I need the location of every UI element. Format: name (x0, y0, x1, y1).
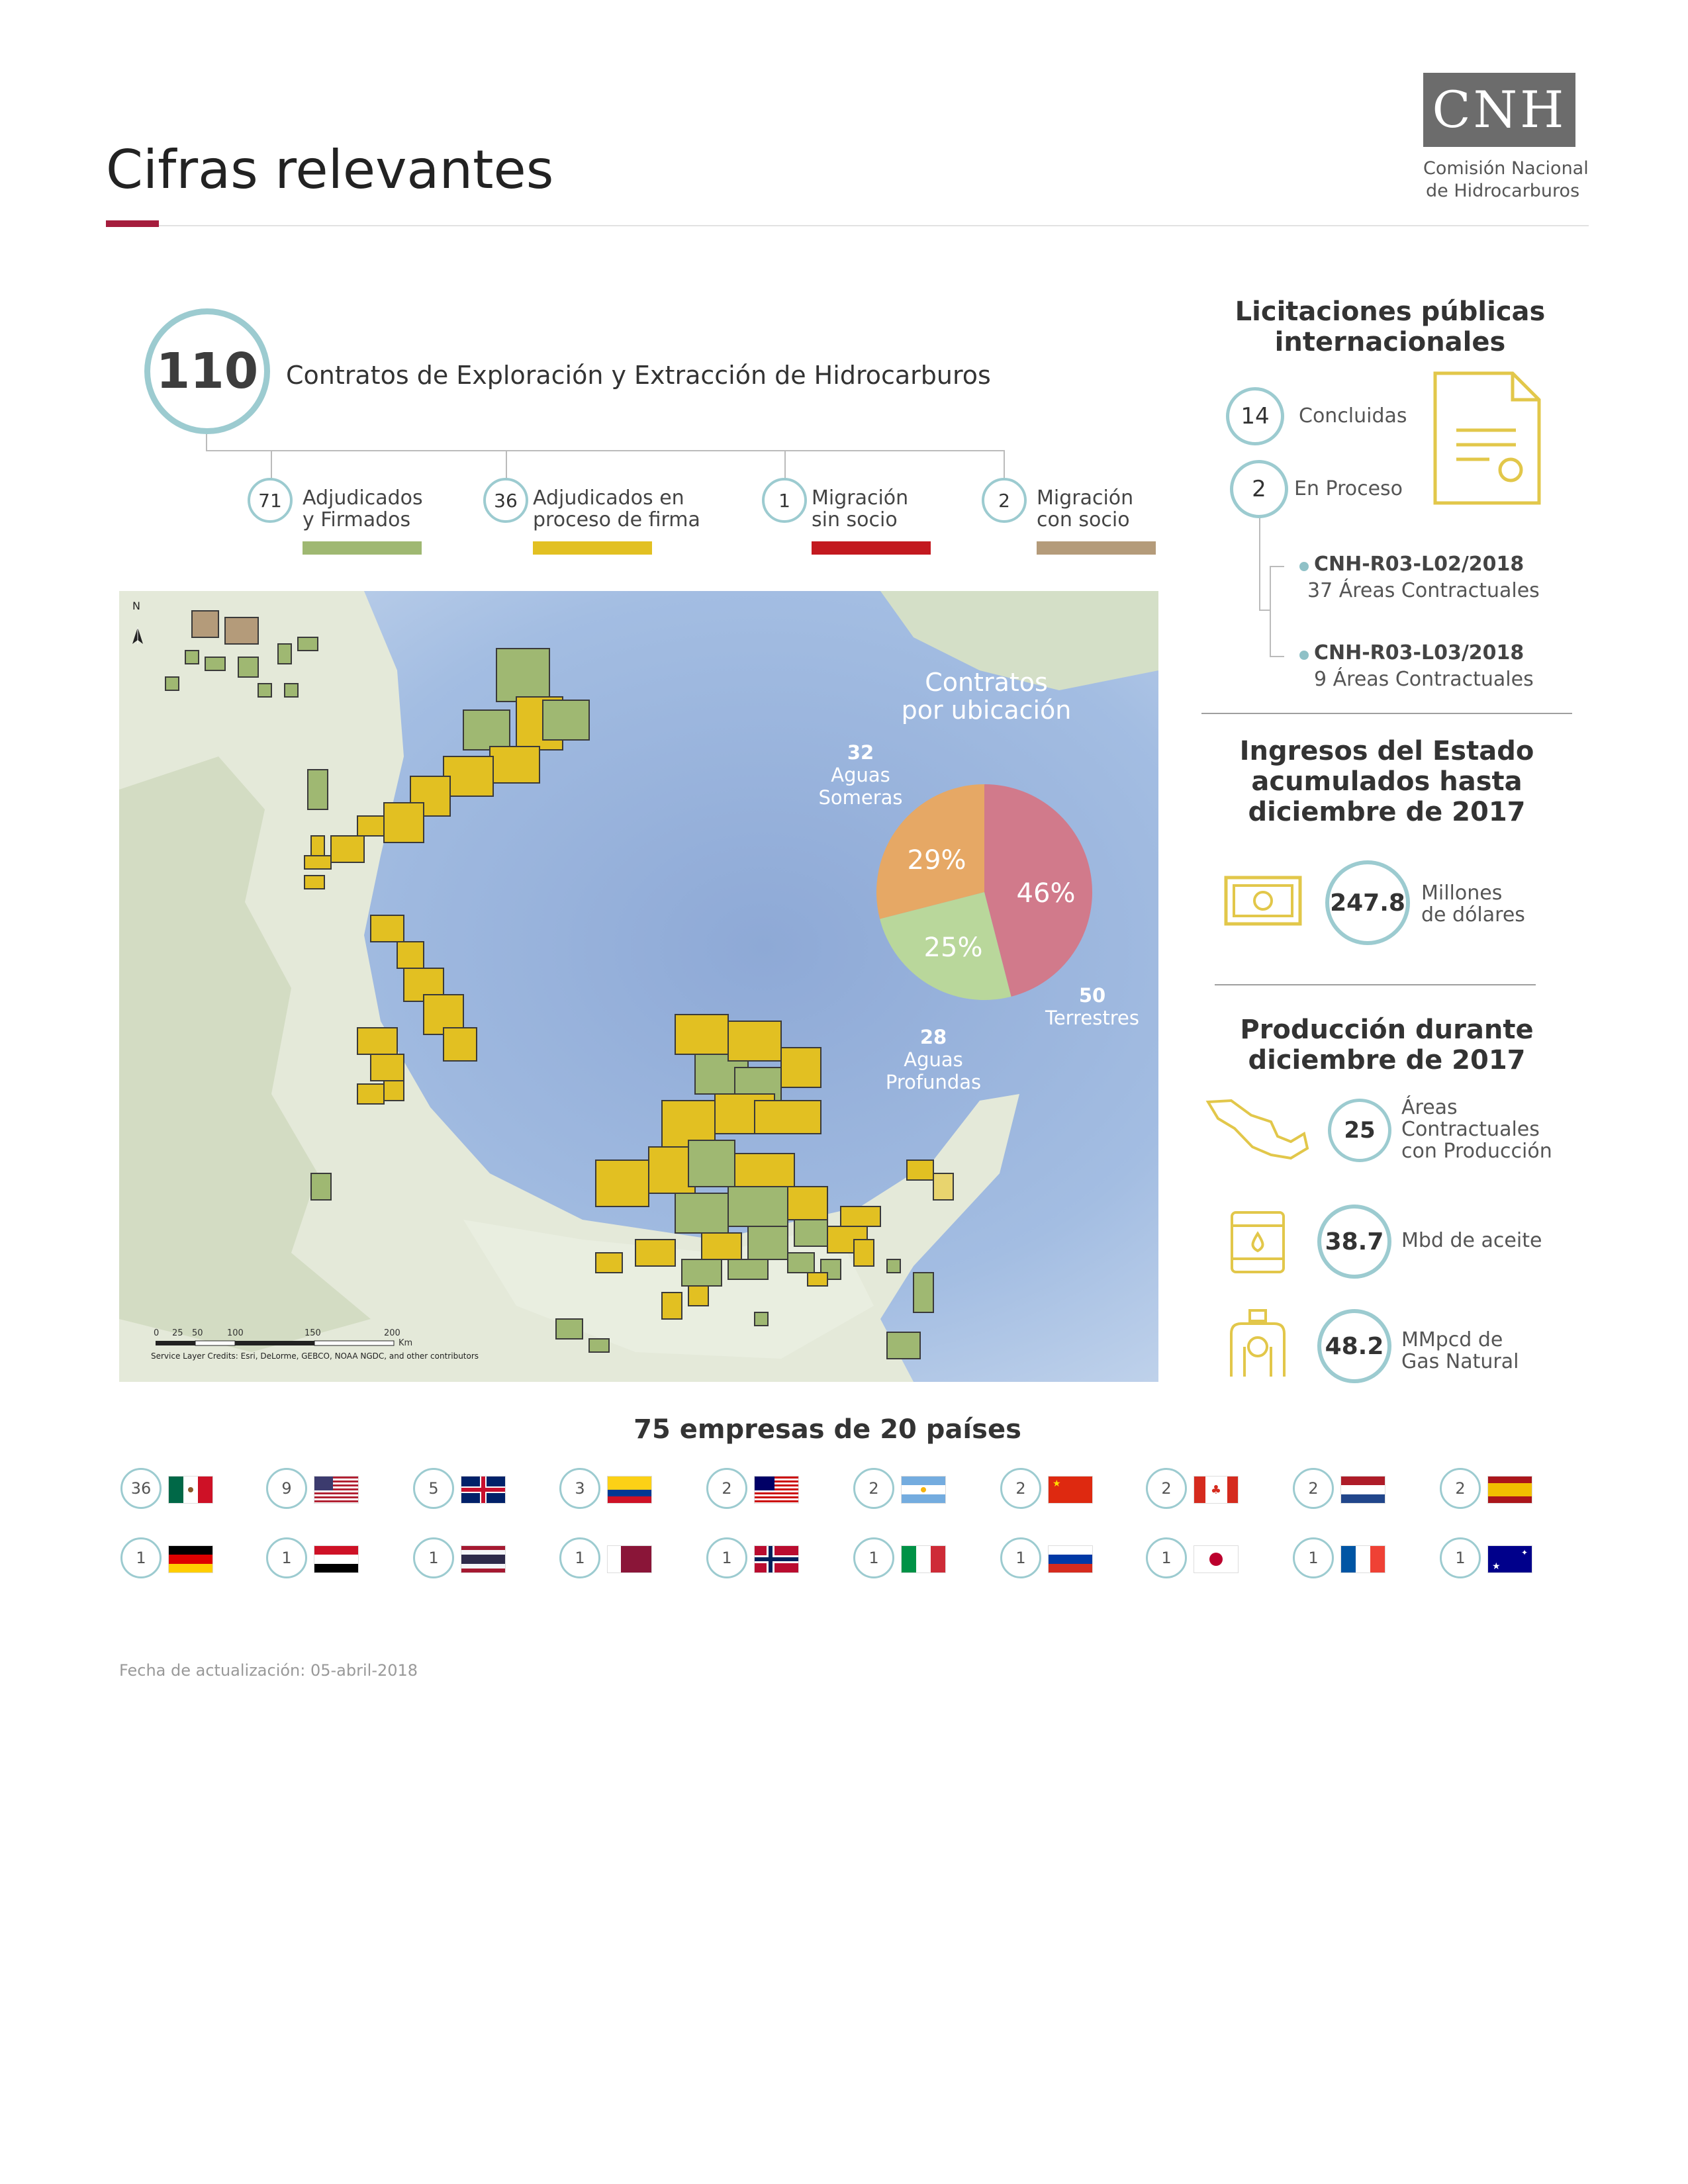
flag-stripe (1370, 1546, 1385, 1572)
pie-label-count: 28 (919, 1026, 947, 1048)
flag-stripe (169, 1555, 212, 1564)
company-count: 1 (120, 1537, 162, 1578)
ingresos-title-line1: Ingresos del Estado (1239, 736, 1534, 766)
company-count: 36 (120, 1468, 162, 1509)
page-title: Cifras relevantes (106, 139, 554, 201)
category-migracion-con-socio-label (1037, 487, 1133, 531)
ingresos-unit-line2: de dólares (1421, 903, 1525, 927)
flag-stripe (314, 1477, 358, 1503)
flag-stripe (608, 1490, 651, 1496)
gas-valve-icon (1225, 1307, 1291, 1380)
norway-flag-icon (754, 1545, 799, 1573)
company-count: 1 (1440, 1537, 1481, 1578)
pie-title-line2: por ubicación (901, 696, 1072, 725)
category-proceso-firma-swatch (533, 541, 652, 555)
round2-areas: 9 Áreas Contractuales (1314, 668, 1534, 691)
russia-flag-icon (1048, 1545, 1093, 1573)
category-count-value: 2 (998, 489, 1010, 512)
licitaciones-title (1211, 296, 1569, 357)
usa-flag-icon (314, 1476, 359, 1504)
flag-stripe (902, 1494, 945, 1503)
category-label-line2: proceso de firma (533, 508, 700, 531)
argentina-flag-icon (901, 1476, 946, 1504)
flag-stripe (314, 1564, 358, 1572)
title-accent-bar (106, 220, 159, 227)
flag-stripe (769, 1546, 773, 1572)
flag-stripe: ✦ (1521, 1548, 1528, 1557)
produccion-title-line2: diciembre de 2017 (1248, 1045, 1526, 1075)
gas-production-line2: Gas Natural (1401, 1350, 1519, 1373)
flag-stripe (198, 1477, 212, 1503)
scale-tick: 25 (172, 1328, 183, 1338)
flag-stripe (1341, 1546, 1385, 1572)
country-item-germany (120, 1537, 259, 1584)
concluded-count-circle (1226, 387, 1284, 445)
category-count-value: 1 (778, 489, 790, 512)
scale-tick: 50 (192, 1328, 203, 1338)
pie-label-line2: Profundas (885, 1071, 982, 1093)
ingresos-unit (1421, 882, 1525, 926)
areas-produccion-line2: Contractuales (1401, 1118, 1540, 1141)
flag-stripe (1488, 1496, 1532, 1503)
gas-production-circle (1317, 1309, 1391, 1383)
category-migracion-sin-socio-label (812, 487, 908, 531)
thailand-flag-icon (461, 1545, 506, 1573)
flag-stripe (1049, 1555, 1092, 1564)
category-adjudicados-swatch (303, 541, 422, 555)
tree-branch-2 (506, 450, 507, 479)
produccion-title (1201, 1015, 1572, 1075)
country-item-australia (1440, 1537, 1579, 1584)
category-migracion-sin-socio-swatch (812, 541, 931, 555)
flag-stripe (461, 1477, 505, 1503)
section-divider (1201, 713, 1572, 714)
gas-production-line1: MMpcd de (1401, 1328, 1503, 1351)
germany-flag-icon (168, 1545, 213, 1573)
round2-tick (1270, 656, 1284, 657)
areas-produccion-label (1401, 1097, 1552, 1162)
scale-unit: Km (399, 1338, 413, 1348)
flag-stripe (314, 1546, 358, 1555)
category-migracion-sin-socio-count (762, 478, 807, 523)
category-label-line2: y Firmados (303, 508, 411, 531)
tree-branch-3 (784, 450, 786, 479)
malaysia-flag-icon (754, 1476, 799, 1504)
round2-code: CNH-R03-L03/2018 (1314, 641, 1524, 664)
japan-flag-icon (1194, 1545, 1239, 1573)
category-label-line1: Adjudicados (303, 486, 423, 510)
country-item-netherlands (1293, 1468, 1432, 1514)
australia-flag-icon (1487, 1545, 1532, 1573)
canada-flag-icon (1194, 1476, 1239, 1504)
scale-tick: 200 (384, 1328, 400, 1338)
category-proceso-firma-label (533, 487, 700, 531)
flag-stripe (461, 1550, 505, 1555)
flag-stripe (1356, 1546, 1370, 1572)
qatar-flag-icon (607, 1545, 652, 1573)
org-name (1423, 158, 1589, 203)
company-count: 1 (706, 1537, 747, 1578)
flag-stripe (1049, 1546, 1092, 1555)
round1-tick (1270, 566, 1284, 567)
licitaciones-title-line1: Licitaciones públicas (1235, 296, 1546, 327)
contracts-total-circle (144, 308, 270, 434)
oil-production-label: Mbd de aceite (1401, 1229, 1542, 1252)
money-icon (1223, 875, 1303, 928)
company-count: 3 (559, 1468, 600, 1509)
netherlands-flag-icon (1340, 1476, 1385, 1504)
flag-stripe (902, 1546, 916, 1572)
round1-connector (1270, 566, 1271, 610)
flag-stripe (1227, 1477, 1239, 1503)
flag-stripe: ♣ (1205, 1477, 1227, 1503)
flag-stripe (1209, 1553, 1223, 1566)
category-label-line1: Migración (1037, 486, 1134, 510)
flag-stripe (755, 1477, 774, 1490)
country-item-canada (1146, 1468, 1285, 1514)
country-item-colombia (559, 1468, 698, 1514)
category-label-line1: Adjudicados en (533, 486, 684, 510)
country-item-uk (413, 1468, 552, 1514)
concluded-count: 14 (1241, 403, 1270, 430)
country-item-mexico (120, 1468, 259, 1514)
tree-branch-4 (1004, 450, 1005, 479)
category-label-line1: Migración (812, 486, 909, 510)
contracts-total-value: 110 (156, 343, 259, 400)
round1-code: CNH-R03-L02/2018 (1314, 553, 1524, 576)
cnh-logo: CNH (1423, 73, 1575, 147)
tree-stem (206, 434, 207, 451)
contracts-total-label: Contratos de Exploración y Extracción de Hidrocarburos (286, 361, 991, 390)
spain-flag-icon (1487, 1476, 1532, 1504)
flag-stripe (188, 1487, 193, 1492)
map-credits: Service Layer Credits: Esri, DeLorme, GEBCO, NOAA NGDC, and other contributors (151, 1351, 479, 1361)
flag-stripe (183, 1477, 198, 1503)
oil-production-value: 38.7 (1325, 1228, 1384, 1255)
pie-pct-terrestres: 46% (1016, 878, 1076, 909)
category-adjudicados-count (248, 478, 293, 523)
scale-tick: 150 (305, 1328, 321, 1338)
country-item-france (1293, 1537, 1432, 1584)
flag-stripe (902, 1477, 945, 1485)
ingresos-title-line3: diciembre de 2017 (1248, 797, 1526, 827)
country-item-spain (1440, 1468, 1579, 1514)
category-migracion-con-socio-count (982, 478, 1027, 523)
category-label-line2: sin socio (812, 508, 898, 531)
round2-dot (1299, 651, 1309, 660)
flag-stripe (608, 1546, 621, 1572)
flag-stripe (755, 1546, 798, 1572)
in-process-label: En Proceso (1294, 477, 1403, 500)
flag-stripe (1341, 1494, 1385, 1503)
areas-produccion-circle (1328, 1099, 1391, 1162)
pie-title (874, 668, 1099, 724)
pie-label-profundas (874, 1026, 993, 1093)
flag-stripe (1194, 1546, 1238, 1572)
flag-stripe (1194, 1477, 1205, 1503)
gas-production-label (1401, 1329, 1519, 1373)
country-item-usa (266, 1468, 405, 1514)
flag-stripe (461, 1564, 505, 1569)
pie-label-terrestres (1033, 984, 1152, 1029)
company-count: 1 (1146, 1537, 1187, 1578)
category-adjudicados-label (303, 487, 423, 531)
in-process-count: 2 (1252, 476, 1266, 502)
flag-stripe: ★ (1492, 1561, 1501, 1572)
company-count: 9 (266, 1468, 307, 1509)
flag-stripe (608, 1477, 651, 1490)
flag-stripe: ★ (1053, 1479, 1061, 1489)
category-count-value: 71 (258, 489, 282, 512)
north-label: N (132, 600, 140, 612)
company-count: 2 (1146, 1468, 1187, 1509)
flag-stripe (314, 1477, 333, 1490)
company-count: 1 (266, 1537, 307, 1578)
country-item-egypt (266, 1537, 405, 1584)
flag-stripe (314, 1555, 358, 1564)
round1-areas: 37 Áreas Contractuales (1307, 579, 1540, 602)
country-item-argentina (853, 1468, 992, 1514)
flag-stripe (755, 1477, 798, 1503)
flag-stripe (461, 1569, 505, 1572)
flag-stripe (902, 1485, 945, 1494)
flag-stripe (608, 1546, 651, 1572)
company-count: 2 (1000, 1468, 1041, 1509)
ingresos-value: 247.8 (1330, 889, 1405, 917)
flag-stripe (169, 1564, 212, 1572)
ingresos-title (1201, 736, 1572, 827)
france-flag-icon (1340, 1545, 1385, 1573)
rounds-connector-v (1259, 518, 1260, 611)
company-count: 5 (413, 1468, 454, 1509)
uk-flag-icon (461, 1476, 506, 1504)
flag-stripe (1341, 1546, 1356, 1572)
pie-label-line1: Aguas (831, 764, 890, 786)
flag-stripe (1488, 1546, 1532, 1572)
document-icon (1430, 371, 1542, 506)
flag-stripe (1488, 1483, 1532, 1496)
colombia-flag-icon (607, 1476, 652, 1504)
oil-barrel-icon (1228, 1210, 1288, 1276)
flag-stripe (1049, 1477, 1092, 1503)
header-divider (159, 225, 1589, 226)
flag-stripe (1194, 1477, 1238, 1503)
round2-connector (1270, 611, 1271, 657)
ingresos-unit-line1: Millones (1421, 882, 1503, 905)
company-count: 1 (1000, 1537, 1041, 1578)
mexico-flag-icon (168, 1476, 213, 1504)
licitaciones-title-line2: internacionales (1274, 327, 1506, 357)
flag-stripe (931, 1546, 945, 1572)
tree-horizontal (206, 450, 1005, 451)
concluded-label: Concluidas (1299, 404, 1407, 428)
areas-produccion-line1: Áreas (1401, 1096, 1458, 1119)
category-proceso-firma-count (483, 478, 528, 523)
flag-stripe (1341, 1477, 1385, 1485)
section-divider (1215, 984, 1536, 985)
company-count: 2 (706, 1468, 747, 1509)
pie-label-someras (801, 741, 920, 809)
country-item-norway (706, 1537, 845, 1584)
org-name-line2: de Hidrocarburos (1426, 181, 1580, 201)
pie-label-count: 32 (847, 741, 874, 764)
flag-stripe (916, 1546, 931, 1572)
flag-stripe (1049, 1564, 1092, 1572)
company-count: 2 (1293, 1468, 1334, 1509)
country-item-italy (853, 1537, 992, 1584)
flag-stripe (755, 1557, 798, 1561)
company-count: 1 (853, 1537, 894, 1578)
flag-stripe (169, 1546, 212, 1555)
flag-stripe (608, 1496, 651, 1503)
areas-produccion-value: 25 (1344, 1117, 1376, 1144)
pie-label-line1: Terrestres (1045, 1007, 1139, 1029)
in-process-count-circle (1230, 460, 1288, 518)
category-count-value: 36 (494, 489, 518, 512)
scale-tick: 0 (154, 1328, 160, 1338)
country-item-russia (1000, 1537, 1139, 1584)
country-item-china (1000, 1468, 1139, 1514)
country-item-qatar (559, 1537, 698, 1584)
flag-stripe (461, 1555, 505, 1564)
flag-stripe (921, 1487, 926, 1492)
company-count: 2 (1440, 1468, 1481, 1509)
country-item-malaysia (706, 1468, 845, 1514)
ingresos-value-circle (1325, 860, 1410, 945)
areas-produccion-line3: con Producción (1401, 1140, 1552, 1163)
country-item-japan (1146, 1537, 1285, 1584)
tree-branch-1 (271, 450, 272, 479)
pie-pct-profundas: 25% (923, 933, 983, 963)
gas-production-value: 48.2 (1325, 1332, 1384, 1360)
category-label-line2: con socio (1037, 508, 1130, 531)
ingresos-title-line2: acumulados hasta (1251, 766, 1523, 797)
scale-tick: 100 (227, 1328, 244, 1338)
flag-stripe (169, 1477, 212, 1503)
pie-title-line1: Contratos (925, 668, 1048, 697)
companies-title: 75 empresas de 20 países (633, 1414, 1021, 1445)
flag-stripe (1341, 1485, 1385, 1494)
flag-stripe (169, 1477, 183, 1503)
flag-stripe (902, 1546, 945, 1572)
china-flag-icon (1048, 1476, 1093, 1504)
company-count: 2 (853, 1468, 894, 1509)
oil-production-circle (1317, 1205, 1391, 1279)
produccion-title-line1: Producción durante (1240, 1015, 1534, 1045)
egypt-flag-icon (314, 1545, 359, 1573)
country-item-thailand (413, 1537, 552, 1584)
flag-stripe (481, 1477, 485, 1503)
category-migracion-con-socio-swatch (1037, 541, 1156, 555)
italy-flag-icon (901, 1545, 946, 1573)
pie-label-count: 50 (1078, 984, 1106, 1007)
company-count: 1 (559, 1537, 600, 1578)
company-count: 1 (1293, 1537, 1334, 1578)
org-name-line1: Comisión Nacional (1423, 158, 1589, 179)
flag-stripe (1488, 1477, 1532, 1483)
round1-dot (1299, 562, 1309, 571)
mexico-map-icon (1205, 1095, 1311, 1168)
company-count: 1 (413, 1537, 454, 1578)
pie-label-line2: Someras (818, 786, 903, 809)
pie-label-line1: Aguas (904, 1048, 963, 1071)
pie-pct-someras: 29% (907, 845, 966, 876)
update-date: Fecha de actualización: 05-abril-2018 (119, 1661, 418, 1680)
